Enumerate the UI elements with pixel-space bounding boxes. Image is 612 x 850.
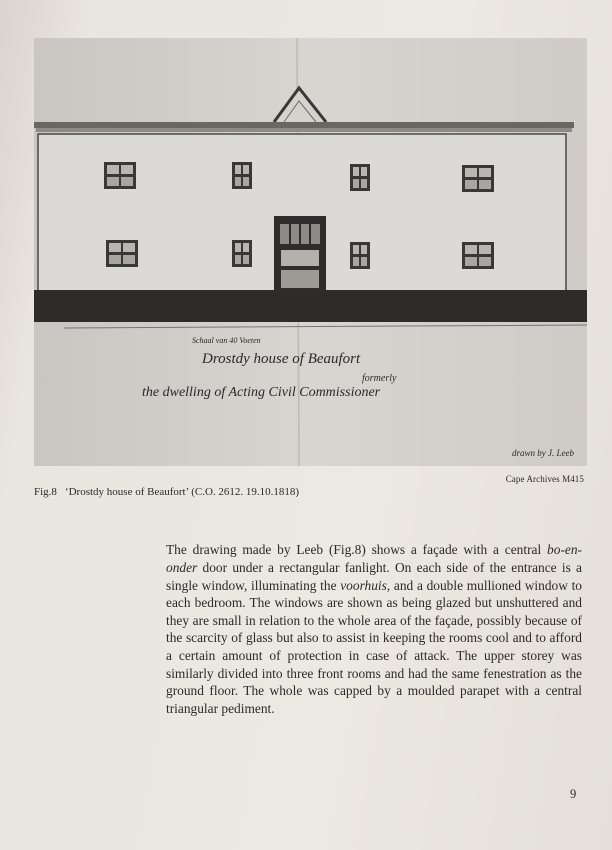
- upper-right-double-window: [462, 165, 494, 192]
- plinth-ground: [34, 290, 587, 322]
- inscription-title: Drostdy house of Beaufort: [202, 351, 361, 367]
- body-text-part: The drawing made by Leeb (Fig.8) shows a façade with a central: [166, 542, 548, 558]
- figure-caption: [34, 486, 299, 498]
- figure-number: Fig.8: [34, 486, 57, 498]
- bo-en-onder-door: [274, 216, 326, 292]
- inscription-dwelling: the dwelling of Acting Civil Commissioner: [142, 385, 381, 400]
- figure-credit: Cape Archives M415: [505, 474, 584, 484]
- inscription-signature: drawn by J. Leeb: [512, 448, 574, 458]
- lower-left-double-window: [106, 240, 138, 267]
- figure-caption-text: ‘Drostdy house of Beaufort’ (C.O. 2612. 19.10.1818): [64, 486, 300, 498]
- inscription-scale: Schaal van 40 Voeten: [192, 336, 261, 345]
- inscription-formerly: formerly: [362, 373, 397, 384]
- lower-right-single-window: [350, 242, 370, 269]
- upper-left-single-window: [232, 162, 252, 189]
- page-number: 9: [570, 787, 577, 801]
- facade-drawing: [34, 38, 587, 466]
- body-paragraph: [166, 541, 582, 717]
- lower-left-single-window: [232, 240, 252, 267]
- body-text-part: , and a double mullioned window to each bedroom. The windows are shown as being glazed but unshuttered and they are small in relation to the whole area of the façade, possibly because of the scarcity of glass but also to assist in keeping the rooms cool and to afford a certain amount of protection in case of attack. The upper storey was similarly divided into three front rooms and had the same fenestration as the ground floor. The whole was capped by a moulded parapet with a central triangular pediment.: [166, 577, 582, 716]
- house-elevation: [34, 88, 587, 322]
- moulded-parapet: [34, 122, 574, 128]
- body-text-part: door under a rectangular fanlight. On each side of the entrance is a single window, illuminating the: [166, 559, 582, 593]
- body-italic-term: voorhuis: [340, 577, 387, 593]
- upper-right-single-window: [350, 164, 370, 191]
- body-italic-term: bo-en-onder: [166, 542, 582, 575]
- upper-left-double-window: [104, 162, 136, 189]
- drostdy-drawing-figure: [34, 38, 587, 466]
- lower-right-double-window: [462, 242, 494, 269]
